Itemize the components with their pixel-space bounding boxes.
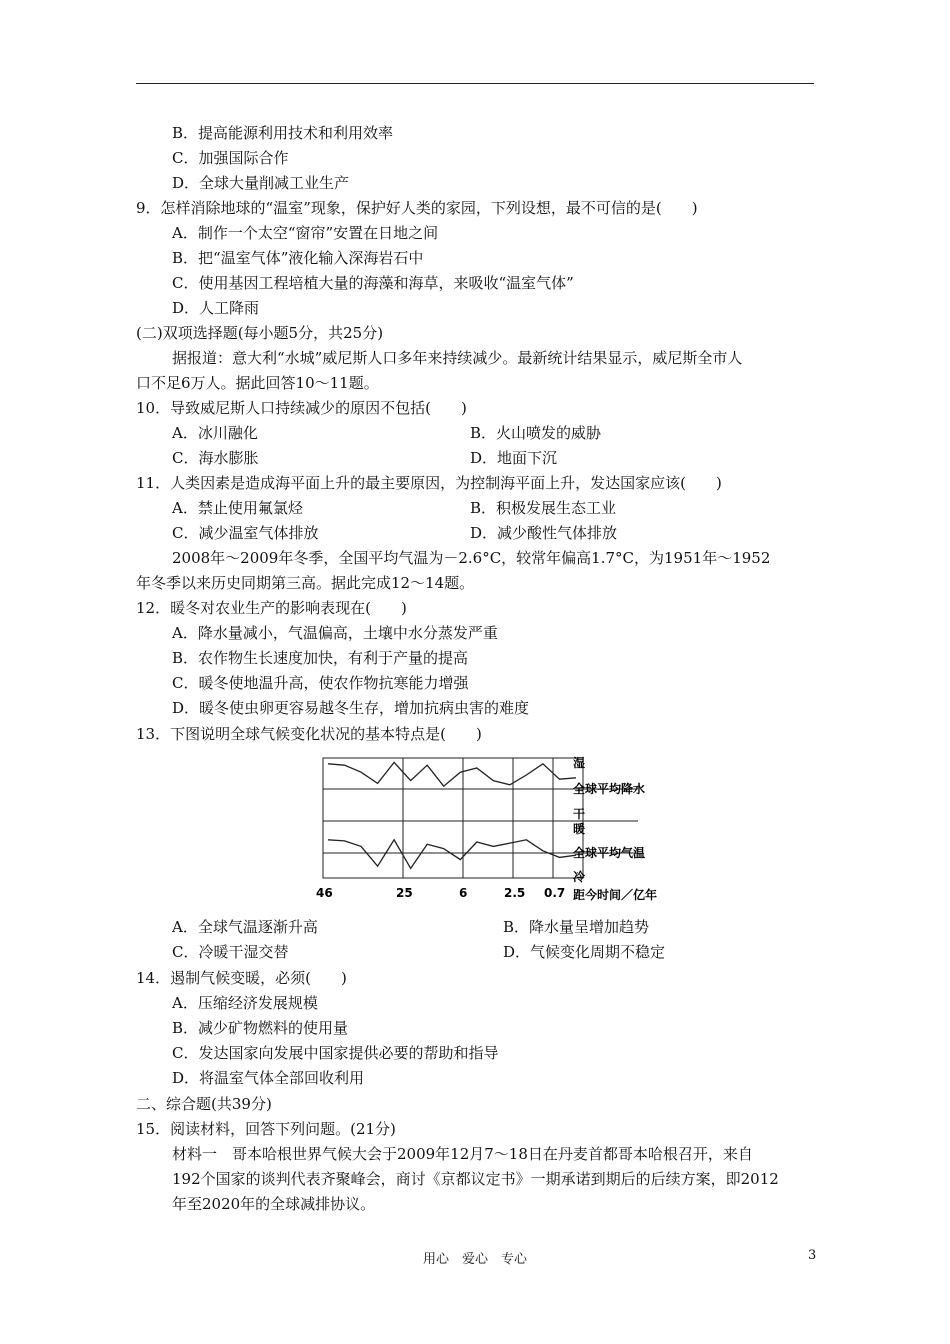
option-9d: D．人工降雨: [172, 299, 260, 317]
material-1-line-2: 192个国家的谈判代表齐聚峰会，商讨《京都议定书》一期承诺到期后的后续方案，即2012: [172, 1170, 779, 1188]
tick-6: 6: [459, 886, 468, 900]
tick-46: 46: [316, 886, 333, 900]
chart-frame: [323, 758, 586, 878]
passage-1-line-2: 口不足6万人。据此回答10～11题。: [136, 374, 379, 392]
option-14d: D．将温室气体全部回收利用: [172, 1069, 365, 1087]
option-8d: D．全球大量削减工业生产: [172, 174, 350, 192]
question-10-stem: 10．导致威尼斯人口持续减少的原因不包括( ): [136, 399, 467, 417]
option-13b: B．降水量呈增加趋势: [503, 918, 650, 936]
option-10b: B．火山喷发的威胁: [470, 424, 602, 442]
passage-2-line-1: 2008年～2009年冬季，全国平均气温为－2.6°C，较常年偏高1.7°C，为1951年～1952: [172, 549, 771, 567]
question-13-stem: 13．下图说明全球气候变化状况的基本特点是( ): [136, 725, 482, 743]
label-temp: 全球平均气温: [573, 846, 646, 860]
option-10c: C．海水膨胀: [172, 449, 259, 467]
question-12-stem: 12．暖冬对农业生产的影响表现在( ): [136, 599, 407, 617]
option-12b: B．农作物生长速度加快，有利于产量的提高: [172, 649, 469, 667]
option-14b: B．减少矿物燃料的使用量: [172, 1019, 349, 1037]
option-12a: A．降水量减小，气温偏高，土壤中水分蒸发严重: [172, 624, 498, 642]
label-dry: 干: [573, 807, 586, 821]
option-13a: A．全球气温逐渐升高: [172, 918, 318, 936]
label-cold: 冷: [573, 870, 586, 884]
passage-1-line-1: 据报道：意大利“水城”威尼斯人口多年来持续减少。最新统计结果显示，威尼斯全市人: [172, 349, 743, 367]
option-9b: B．把“温室气体”液化输入深海岩石中: [172, 249, 424, 267]
option-12d: D．暖冬使虫卵更容易越冬生存，增加抗病虫害的难度: [172, 699, 530, 717]
option-10d: D．地面下沉: [470, 449, 558, 467]
option-13d: D．气候变化周期不稳定: [503, 943, 666, 961]
option-12c: C．暖冬使地温升高，使农作物抗寒能力增强: [172, 674, 469, 692]
option-9c: C．使用基因工程培植大量的海藻和海草，来吸收“温室气体”: [172, 274, 574, 292]
option-11b: B．积极发展生态工业: [470, 499, 617, 517]
material-1-line-3: 年至2020年的全球减排协议。: [172, 1195, 376, 1213]
label-precip: 全球平均降水: [573, 782, 646, 796]
tick-25: 25: [396, 886, 413, 900]
series-line-temperature: [328, 840, 576, 869]
material-1-line-1: 材料一 哥本哈根世界气候大会于2009年12月7～18日在丹麦首都哥本哈根召开，来自: [172, 1145, 753, 1163]
option-13c: C．冷暖干湿交替: [172, 943, 289, 961]
option-14a: A．压缩经济发展规模: [172, 994, 318, 1012]
series-line-precipitation: [328, 762, 576, 786]
question-11-stem: 11．人类因素是造成海平面上升的最主要原因，为控制海平面上升，发达国家应该( ): [136, 474, 722, 492]
header-rule: [136, 83, 814, 84]
option-11c: C．减少温室气体排放: [172, 524, 319, 542]
question-14-stem: 14．遏制气候变暖，必须( ): [136, 969, 347, 987]
option-9a: A．制作一个太空“窗帘”安置在日地之间: [172, 224, 439, 242]
footer-motto: 用心 爱心 专心: [422, 1252, 527, 1267]
x-axis-label: 距今时间／亿年: [573, 888, 658, 902]
option-11d: D．减少酸性气体排放: [470, 524, 618, 542]
section-2-title: 二、综合题(共39分): [136, 1095, 272, 1113]
option-8c: C．加强国际合作: [172, 149, 289, 167]
tick-2-5: 2.5: [504, 886, 526, 900]
climate-chart: [308, 753, 688, 905]
label-wet: 湿: [573, 756, 586, 770]
option-8b: B．提高能源利用技术和利用效率: [172, 124, 394, 142]
passage-2-line-2: 年冬季以来历史同期第三高。据此完成12～14题。: [136, 574, 475, 592]
page-number: 3: [808, 1248, 817, 1263]
question-15-stem: 15．阅读材料，回答下列问题。(21分): [136, 1120, 396, 1138]
option-10a: A．冰川融化: [172, 424, 258, 442]
label-warm: 暖: [573, 822, 586, 836]
tick-0-7: 0.7: [544, 886, 566, 900]
question-9-stem: 9．怎样消除地球的“温室”现象，保护好人类的家园，下列设想，最不可信的是( ): [136, 199, 698, 217]
part2-title: (二)双项选择题(每小题5分，共25分): [136, 324, 384, 342]
option-14c: C．发达国家向发展中国家提供必要的帮助和指导: [172, 1044, 499, 1062]
option-11a: A．禁止使用氟氯烃: [172, 499, 303, 517]
